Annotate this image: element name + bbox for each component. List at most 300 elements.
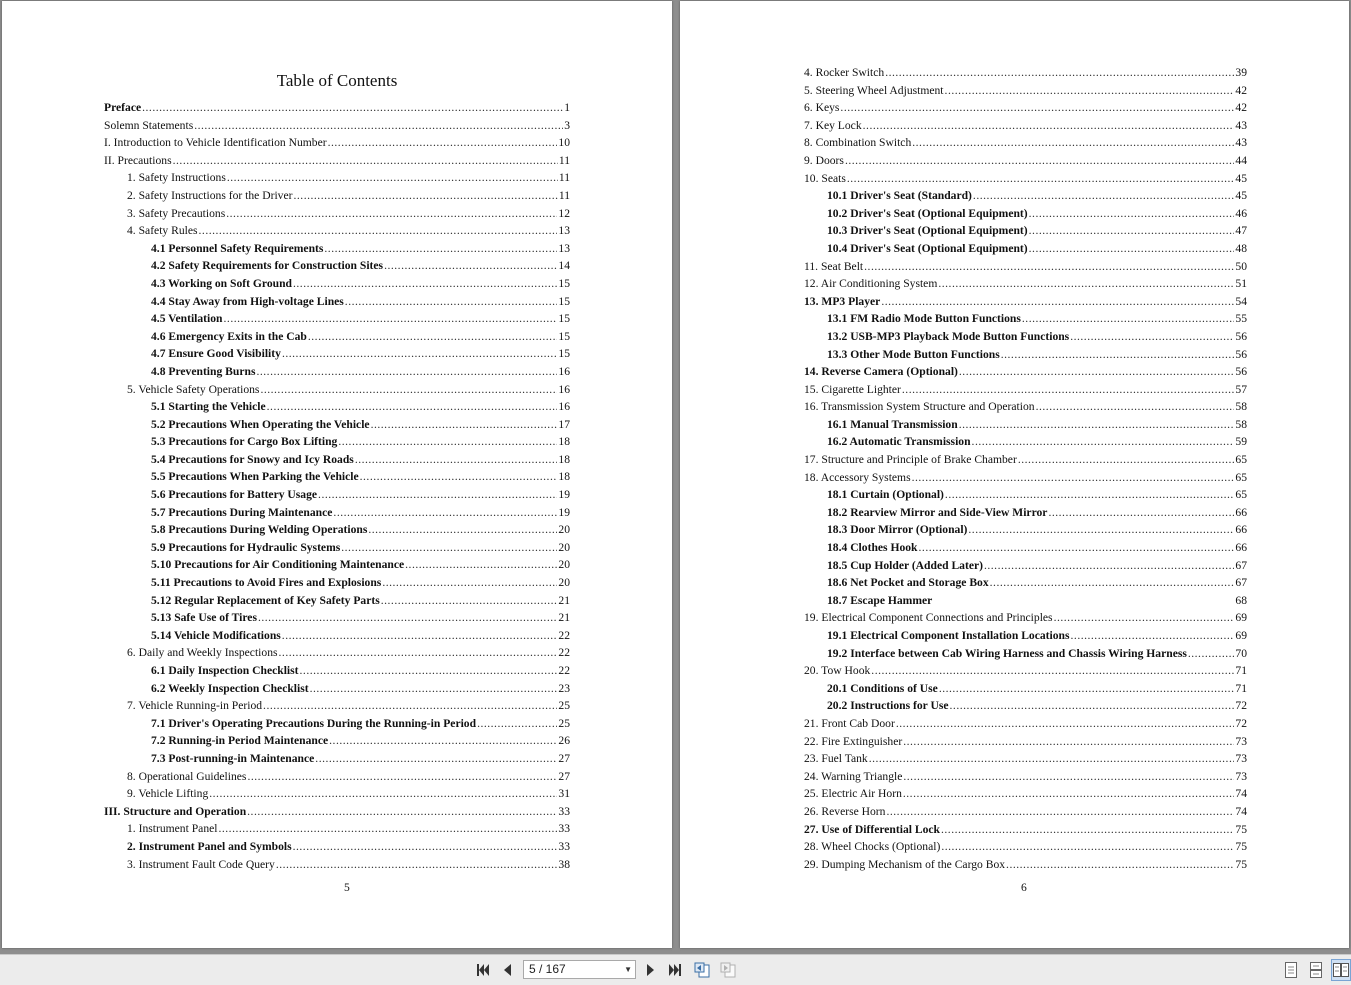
toc-dot-leader [903,733,1234,751]
toc-entry-label: 12. Air Conditioning System [804,277,938,291]
toc-entry-page: 16 [558,400,570,414]
toc-dot-leader [329,732,557,750]
toc-entry[interactable] [104,592,570,610]
toc-entry-label: 4.4 Stay Away from High-voltage Lines [151,294,344,308]
toc-entry[interactable] [804,416,1247,434]
toc-dot-leader [260,381,557,399]
toc-entry-label: 18. Accessory Systems [804,470,911,484]
toc-entry-page: 71 [1235,681,1247,695]
toc-entry[interactable] [804,715,1247,733]
toc-entry[interactable] [804,469,1247,487]
toc-entry[interactable] [104,169,570,187]
toc-dot-leader [881,293,1234,311]
toc-entry-label: 5.9 Precautions for Hydraulic Systems [151,540,341,554]
toc-entry-page: 11 [558,171,570,185]
toc-dot-leader [912,469,1235,487]
toc-entry-page: 25 [558,699,570,713]
toc-entry-page: 19 [558,505,570,519]
toc-dot-leader [864,258,1234,276]
toc-entry-label: 3. Instrument Fault Code Query [127,857,275,871]
toc-entry-page: 26 [558,734,570,748]
toc-entry-label: 18.6 Net Pocket and Storage Box [827,576,989,590]
toc-dot-leader [840,99,1234,117]
toc-dot-leader [941,821,1234,839]
toc-entry-page: 75 [1235,822,1247,836]
toc-entry[interactable] [104,117,570,135]
toc-entry-label: 4.1 Personnel Safety Requirements [151,241,324,255]
toc-entry-page: 16 [558,382,570,396]
toc-entry-page: 15 [558,329,570,343]
toc-entry[interactable] [804,768,1247,786]
toc-entry-page: 20 [558,558,570,572]
toc-entry[interactable] [104,644,570,662]
toc-entry[interactable] [804,627,1247,645]
toc-entry-label: 13.3 Other Mode Button Functions [827,347,1000,361]
toc-entry-page: 19 [558,488,570,502]
toc-entry[interactable] [804,187,1247,205]
toc-entry-page: 72 [1235,699,1247,713]
toc-entry[interactable] [804,310,1247,328]
next-view-icon[interactable] [719,961,737,979]
toc-entry[interactable] [104,451,570,469]
toc-entry[interactable] [804,662,1247,680]
toc-dot-leader [973,187,1234,205]
toc-entry[interactable] [104,803,570,821]
toc-entry[interactable] [804,697,1247,715]
toc-entry[interactable] [804,82,1247,100]
toc-dot-leader [324,240,557,258]
toc-dot-leader [199,222,558,240]
toc-entry-page: 66 [1235,523,1247,537]
toc-dot-leader [371,416,558,434]
toc-dot-leader [968,521,1234,539]
toc-dot-leader [381,592,558,610]
toc-entry-label: 6. Daily and Weekly Inspections [127,646,278,660]
toc-entry-page: 72 [1235,716,1247,730]
toc-dot-leader [276,856,558,874]
toc-entry[interactable] [804,152,1247,170]
toc-entry-page: 15 [558,276,570,290]
toc-dot-leader [1071,627,1235,645]
toc-entry[interactable] [804,645,1247,663]
toc-entry-label: 5. Vehicle Safety Operations [127,382,260,396]
toc-entry[interactable] [804,117,1247,135]
toc-dot-leader [941,838,1234,856]
toc-dot-leader [267,398,558,416]
toc-entry[interactable] [104,416,570,434]
toc-entry-label: 18.5 Cup Holder (Added Later) [827,558,983,572]
toc-entry[interactable] [104,99,570,117]
toc-entry[interactable] [804,486,1247,504]
page-indicator-text: 5 / 167 [529,962,566,976]
toc-entry-page: 67 [1235,558,1247,572]
toc-entry[interactable] [104,328,570,346]
toc-entry-label: 7.2 Running-in Period Maintenance [151,734,329,748]
toc-entry[interactable] [804,222,1247,240]
toc-entry-page: 16 [558,364,570,378]
toc-entry-page: 22 [558,664,570,677]
toc-entry-page: 74 [1235,804,1247,818]
toc-dot-leader [1054,609,1235,627]
toc-entry-label: 2. Safety Instructions for the Driver [127,188,293,202]
toc-entry-page: 56 [1235,347,1247,361]
toc-entry-label: 15. Cigarette Lighter [804,382,901,396]
toc-entry[interactable] [804,134,1247,152]
toc-entry-page: 15 [558,312,570,326]
toc-entry[interactable] [804,433,1247,451]
toc-entry[interactable] [804,346,1247,364]
toc-entry-label: 8. Combination Switch [804,136,912,150]
toc-entry-page: 1 [564,101,570,114]
toc-entry[interactable] [804,539,1247,557]
continuous-view-icon[interactable] [1308,961,1324,979]
navigation-toolbar [0,954,1351,985]
toc-dot-leader [333,504,557,522]
toc-dot-leader [1022,310,1235,328]
toc-entry[interactable] [804,750,1247,768]
toc-entry-page: 13 [558,224,570,238]
single-page-view-icon[interactable] [1283,961,1299,979]
toc-dot-leader [218,820,557,838]
toc-entry-page: 54 [1235,294,1247,308]
toc-dot-leader [885,64,1234,82]
toc-entry-page: 69 [1235,611,1247,625]
toc-entry-page: 75 [1235,840,1247,854]
chevron-down-icon[interactable]: ▼ [624,965,632,974]
toc-entry-label: 19. Electrical Component Connections and Principles [804,611,1053,625]
toc-entry-page: 18 [558,470,570,484]
toc-dot-leader [224,310,558,328]
toc-entry[interactable] [104,486,570,504]
toc-entry-label: 4.7 Ensure Good Visibility [151,347,281,361]
toc-entry[interactable] [104,768,570,786]
toc-entry[interactable] [804,504,1247,522]
toc-entry[interactable] [804,205,1247,223]
toc-entry-label: 5.14 Vehicle Modifications [151,628,281,642]
toc-dot-leader [338,433,557,451]
toc-entry-label: III. Structure and Operation [104,804,247,818]
toc-dot-leader [939,680,1235,698]
document-page-right [680,1,1349,948]
toc-entry-label: 16. Transmission System Structure and Operation [804,400,1035,414]
toc-entry-page: 42 [1235,83,1247,97]
toc-dot-leader [990,574,1235,592]
toc-entry-label: 5.8 Precautions During Welding Operations [151,523,368,537]
toc-entry[interactable] [804,733,1247,751]
toc-entry-label: 25. Electric Air Horn [804,787,902,801]
toc-entry-label: 4.2 Safety Requirements for Construction Sites [151,259,384,273]
toc-entry-page: 43 [1235,136,1247,150]
toc-dot-leader [896,715,1235,733]
toc-entry-label: 19.2 Interface between Cab Wiring Harness and Chassis Wiring Harness [827,646,1187,660]
toc-dot-leader [847,170,1235,188]
toc-entry[interactable] [104,240,570,258]
toc-dot-leader [1001,346,1235,364]
toc-entry-label: 24. Warning Triangle [804,769,903,783]
toc-entry-label: II. Precautions [104,153,172,167]
toc-entry-page: 31 [558,787,570,801]
toc-entry-page: 12 [558,206,570,220]
toc-entry-page: 66 [1235,505,1247,519]
toc-entry-page: 23 [558,681,570,695]
toc-dot-leader [293,275,557,293]
toc-entry-label: 7. Vehicle Running-in Period [127,699,263,713]
toc-entry-label: 5.10 Precautions for Air Conditioning Maintenance [151,558,405,572]
toc-entry-label: I. Introduction to Vehicle Identification Number [104,136,327,150]
toc-entry-label: 9. Vehicle Lifting [127,787,209,801]
toc-entry[interactable] [104,468,570,486]
toc-entry-label: 5.5 Precautions When Parking the Vehicle [151,470,359,484]
toc-entry-label: 5. Steering Wheel Adjustment [804,83,944,97]
toc-entry-page: 56 [1235,365,1247,379]
toc-entry[interactable] [104,257,570,275]
toc-entry[interactable] [104,732,570,750]
toc-dot-leader [405,556,557,574]
toc-entry-page: 48 [1235,241,1247,255]
toc-entry[interactable] [104,222,570,240]
toc-entry[interactable] [804,363,1247,381]
toc-dot-leader [972,433,1235,451]
toc-entry-label: 5.11 Precautions to Avoid Fires and Explosions [151,576,382,590]
toc-entry[interactable] [104,398,570,416]
toc-entry-page: 27 [558,751,570,765]
toc-entry-page: 73 [1235,769,1247,783]
toc-entry-label: 22. Fire Extinguisher [804,734,903,748]
toc-dot-leader [1006,856,1234,874]
toc-entry[interactable] [804,240,1247,258]
toc-entry[interactable] [104,697,570,715]
toc-entry[interactable] [104,275,570,293]
toc-entry[interactable] [804,592,1247,610]
toc-entry[interactable] [104,205,570,223]
toc-entry-label: 10.2 Driver's Seat (Optional Equipment) [827,206,1028,220]
toc-entry[interactable] [104,152,570,170]
toc-dot-leader [328,134,558,152]
toc-entry-label: 5.3 Precautions for Cargo Box Lifting [151,435,338,449]
previous-page-icon[interactable] [500,961,514,979]
toc-entry-label: 28. Wheel Chocks (Optional) [804,840,941,854]
toc-entry-label: 4.8 Preventing Burns [151,364,256,378]
toc-entry-page: 25 [558,716,570,730]
toc-dot-leader [226,205,557,223]
toc-entry[interactable] [804,557,1247,575]
toc-entry-label: 18.7 Escape Hammer [827,593,933,607]
toc-entry[interactable] [804,170,1247,188]
toc-entry-label: 8. Operational Guidelines [127,769,247,783]
toc-entry[interactable] [804,99,1247,117]
toc-entry-label: 13.1 FM Radio Mode Button Functions [827,312,1021,326]
toc-dot-leader [247,768,557,786]
toc-entry-page: 3 [564,118,570,132]
toc-entry[interactable] [804,803,1247,821]
toc-entry[interactable] [104,609,570,627]
toc-entry-page: 22 [558,646,570,660]
toc-dot-leader [308,328,558,346]
toc-entry[interactable] [804,328,1247,346]
previous-view-icon[interactable] [693,961,711,979]
next-page-icon[interactable] [644,961,658,979]
toc-entry[interactable] [104,785,570,803]
two-page-view-icon[interactable] [1331,959,1351,981]
toc-entry[interactable] [104,662,570,680]
toc-dot-leader [258,609,557,627]
toc-dot-leader [886,803,1234,821]
toc-entry-page: 43 [1235,118,1247,132]
toc-entry[interactable] [804,398,1247,416]
toc-dot-leader [1029,240,1235,258]
toc-title: Table of Contents [276,71,398,90]
toc-entry-label: 5.4 Precautions for Snowy and Icy Roads [151,452,354,466]
toc-entry-label: 19.1 Electrical Component Installation Locations [827,629,1070,642]
toc-entry-label: 5.13 Safe Use of Tires [151,611,257,625]
toc-entry-label: 17. Structure and Principle of Brake Chamber [804,453,1017,467]
toc-entry[interactable] [104,504,570,522]
toc-entry-label: 11. Seat Belt [804,259,864,273]
toc-entry[interactable] [104,310,570,328]
toc-entry[interactable] [804,785,1247,803]
toc-entry-label: 13.2 USB-MP3 Playback Mode Button Functions [827,329,1070,343]
toc-entry[interactable] [804,856,1247,874]
toc-entry-label: 4.3 Working on Soft Ground [151,276,292,290]
toc-entry-page: 21 [558,611,570,625]
toc-entry[interactable] [104,680,570,698]
toc-dot-leader [282,345,557,363]
toc-entry[interactable] [804,275,1247,293]
toc-dot-leader [315,750,557,768]
toc-entry-label: 5.2 Precautions When Operating the Vehicle [151,417,370,431]
toc-dot-leader [355,451,558,469]
toc-entry-page: 33 [558,839,570,853]
toc-entry-page: 10 [558,136,570,150]
toc-dot-leader [863,117,1235,135]
toc-entry-page: 71 [1235,664,1247,678]
toc-list-right [804,64,1247,873]
toc-entry[interactable] [804,451,1247,469]
toc-entry-label: 27. Use of Differential Lock [804,822,940,836]
toc-entry-page: 15 [558,294,570,308]
toc-entry[interactable] [804,838,1247,856]
toc-dot-leader [384,257,557,275]
toc-dot-leader [945,486,1234,504]
toc-dot-leader [382,574,557,592]
toc-entry[interactable] [804,381,1247,399]
toc-entry[interactable] [104,433,570,451]
toc-entry-page: 70 [1235,646,1247,660]
toc-entry[interactable] [104,838,570,856]
toc-entry[interactable] [104,345,570,363]
toc-entry-page: 39 [1235,66,1247,79]
toc-entry-label: 9. Doors [804,153,844,167]
toc-entry-page: 58 [1235,400,1247,414]
toc-entry[interactable] [104,856,570,874]
page-number: 5 [344,881,350,894]
toc-entry[interactable] [104,187,570,205]
toc-entry-label: Preface [104,101,142,114]
toc-entry[interactable] [104,715,570,733]
toc-dot-leader [318,486,557,504]
toc-entry[interactable] [104,556,570,574]
toc-entry-label: 5.12 Regular Replacement of Key Safety Parts [151,593,380,607]
toc-entry[interactable] [804,258,1247,276]
toc-entry-page: 65 [1235,453,1247,467]
toc-entry[interactable] [104,363,570,381]
toc-dot-leader [194,117,563,135]
toc-dot-leader [477,715,557,733]
toc-entry-page: 33 [558,804,570,818]
first-page-icon[interactable] [475,961,491,979]
toc-entry[interactable] [804,64,1247,82]
toc-entry-page: 47 [1235,224,1247,238]
toc-entry-page: 57 [1235,382,1247,396]
toc-dot-leader [209,785,557,803]
toc-entry-page: 65 [1235,470,1247,484]
toc-entry[interactable] [104,293,570,311]
toc-dot-leader [142,99,563,117]
toc-dot-leader [938,275,1234,293]
toc-entry-page: 45 [1235,189,1247,203]
toc-dot-leader [959,363,1235,381]
toc-entry-label: 4.6 Emergency Exits in the Cab [151,329,307,343]
toc-entry-page: 22 [558,628,570,642]
toc-dot-leader [1029,205,1235,223]
toc-entry-page: 56 [1235,329,1247,343]
toc-entry[interactable] [104,627,570,645]
toc-entry[interactable] [104,820,570,838]
toc-entry[interactable] [804,821,1247,839]
toc-entry-page: 45 [1235,171,1247,185]
toc-entry-page: 20 [558,576,570,590]
toc-dot-leader [227,169,558,187]
toc-entry-page: 14 [558,259,570,273]
toc-entry[interactable] [104,750,570,768]
toc-entry[interactable] [804,609,1247,627]
toc-entry[interactable] [104,521,570,539]
toc-entry-label: 21. Front Cab Door [804,716,895,730]
toc-entry[interactable] [804,293,1247,311]
toc-entry-page: 73 [1235,734,1247,748]
toc-entry-page: 44 [1235,153,1247,167]
toc-entry-label: 18.2 Rearview Mirror and Side-View Mirror [827,505,1048,519]
toc-entry-label: 26. Reverse Horn [804,804,886,818]
toc-entry[interactable] [804,574,1247,592]
toc-entry-label: 2. Instrument Panel and Symbols [127,839,292,853]
toc-entry[interactable] [104,381,570,399]
toc-dot-leader [279,644,558,662]
toc-entry[interactable] [104,539,570,557]
page-number-input[interactable] [523,960,636,979]
toc-entry-label: 3. Safety Precautions [127,206,226,220]
toc-entry-label: 5.7 Precautions During Maintenance [151,505,333,519]
toc-entry-page: 33 [558,822,570,836]
toc-entry[interactable] [104,574,570,592]
toc-entry-page: 27 [558,769,570,783]
toc-entry[interactable] [804,521,1247,539]
toc-dot-leader [263,697,557,715]
toc-dot-leader [345,293,558,311]
toc-entry-page: 73 [1235,752,1247,766]
toc-entry[interactable] [104,134,570,152]
toc-entry-page: 67 [1235,576,1247,590]
toc-entry-label: 29. Dumping Mechanism of the Cargo Box [804,857,1006,871]
toc-dot-leader [959,416,1235,434]
last-page-icon[interactable] [667,961,683,979]
toc-entry-page: 74 [1235,787,1247,801]
toc-entry-label: 6.2 Weekly Inspection Checklist [151,681,309,695]
toc-list-left [104,99,570,873]
toc-entry-page: 66 [1235,541,1247,555]
toc-entry[interactable] [804,680,1247,698]
toc-entry-page: 55 [1235,312,1247,326]
